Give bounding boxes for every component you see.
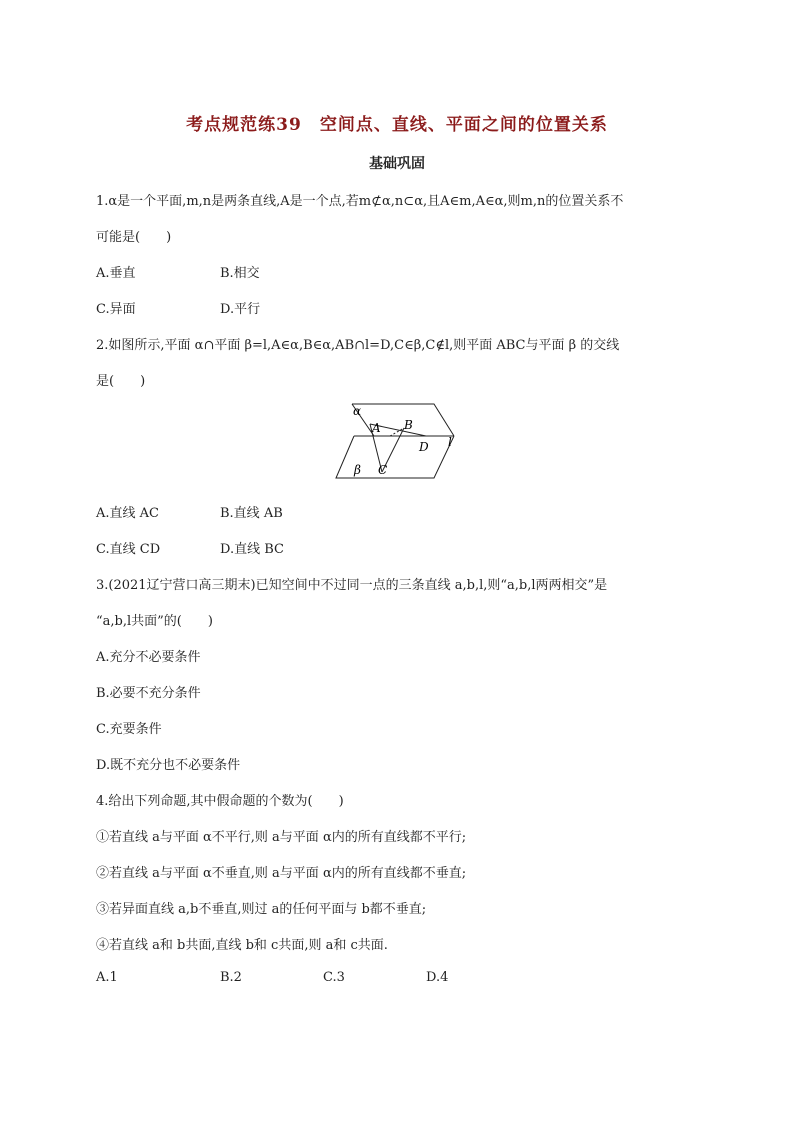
q3-option-d[interactable]: D.既不充分也不必要条件 [96,758,241,773]
q3-option-a[interactable]: A.充分不必要条件 [96,650,201,665]
q1-option-b[interactable]: B.相交 [220,266,260,281]
label-b: B [404,418,413,432]
q2-stem-line2: 是( ) [96,374,146,389]
q2-option-c[interactable]: C.直线 CD [96,542,161,557]
q2-option-b[interactable]: B.直线 AB [220,506,283,521]
q3-option-c[interactable]: C.充要条件 [96,722,162,737]
section-heading: 基础巩固 [369,156,425,172]
label-alpha: α [353,404,362,418]
q4-option-b[interactable]: B.2 [220,970,242,985]
q3-option-b[interactable]: B.必要不充分条件 [96,686,201,701]
q1-option-c[interactable]: C.异面 [96,302,136,317]
q4-proposition-4: ④若直线 a和 b共面,直线 b和 c共面,则 a和 c共面. [96,938,388,953]
q4-proposition-1: ①若直线 a与平面 α不平行,则 a与平面 α内的所有直线都不平行; [96,830,467,845]
q3-stem-line1: 3.(2021辽宁营口高三期末)已知空间中不过同一点的三条直线 a,b,l,则“a,b,l两两相交”是 [96,578,608,593]
q4-option-d[interactable]: D.4 [426,970,449,985]
q1-stem-line1: 1.α是一个平面,m,n是两条直线,A是一个点,若m⊄α,n⊂α,且A∈m,A∈α,则m,n的位置关系不 [96,194,624,209]
label-l: l [448,435,452,449]
q4-option-c[interactable]: C.3 [323,970,345,985]
q4-stem: 4.给出下列命题,其中假命题的个数为( ) [96,794,344,809]
page-title: 考点规范练39 空间点、直线、平面之间的位置关系 [186,115,608,135]
q4-option-a[interactable]: A.1 [96,970,118,985]
q2-option-d[interactable]: D.直线 BC [220,542,284,557]
label-beta: β [354,463,361,477]
label-a: A [372,421,381,435]
label-d: D [419,440,429,454]
q1-stem-line2: 可能是( ) [96,230,172,245]
label-c: C [378,463,388,477]
plane-intersection-figure [334,398,464,484]
q2-stem-line1: 2.如图所示,平面 α∩平面 β=l,A∈α,B∈α,AB∩l=D,C∈β,C∉l,则平面 ABC与平面 β 的交线 [96,338,620,353]
q1-option-d[interactable]: D.平行 [220,302,261,317]
q4-proposition-2: ②若直线 a与平面 α不垂直,则 a与平面 α内的所有直线都不垂直; [96,866,467,881]
q3-stem-line2: “a,b,l共面”的( ) [96,614,213,629]
q2-option-a[interactable]: A.直线 AC [96,506,159,521]
q4-proposition-3: ③若异面直线 a,b不垂直,则过 a的任何平面与 b都不垂直; [96,902,427,917]
q1-option-a[interactable]: A.垂直 [96,266,136,281]
